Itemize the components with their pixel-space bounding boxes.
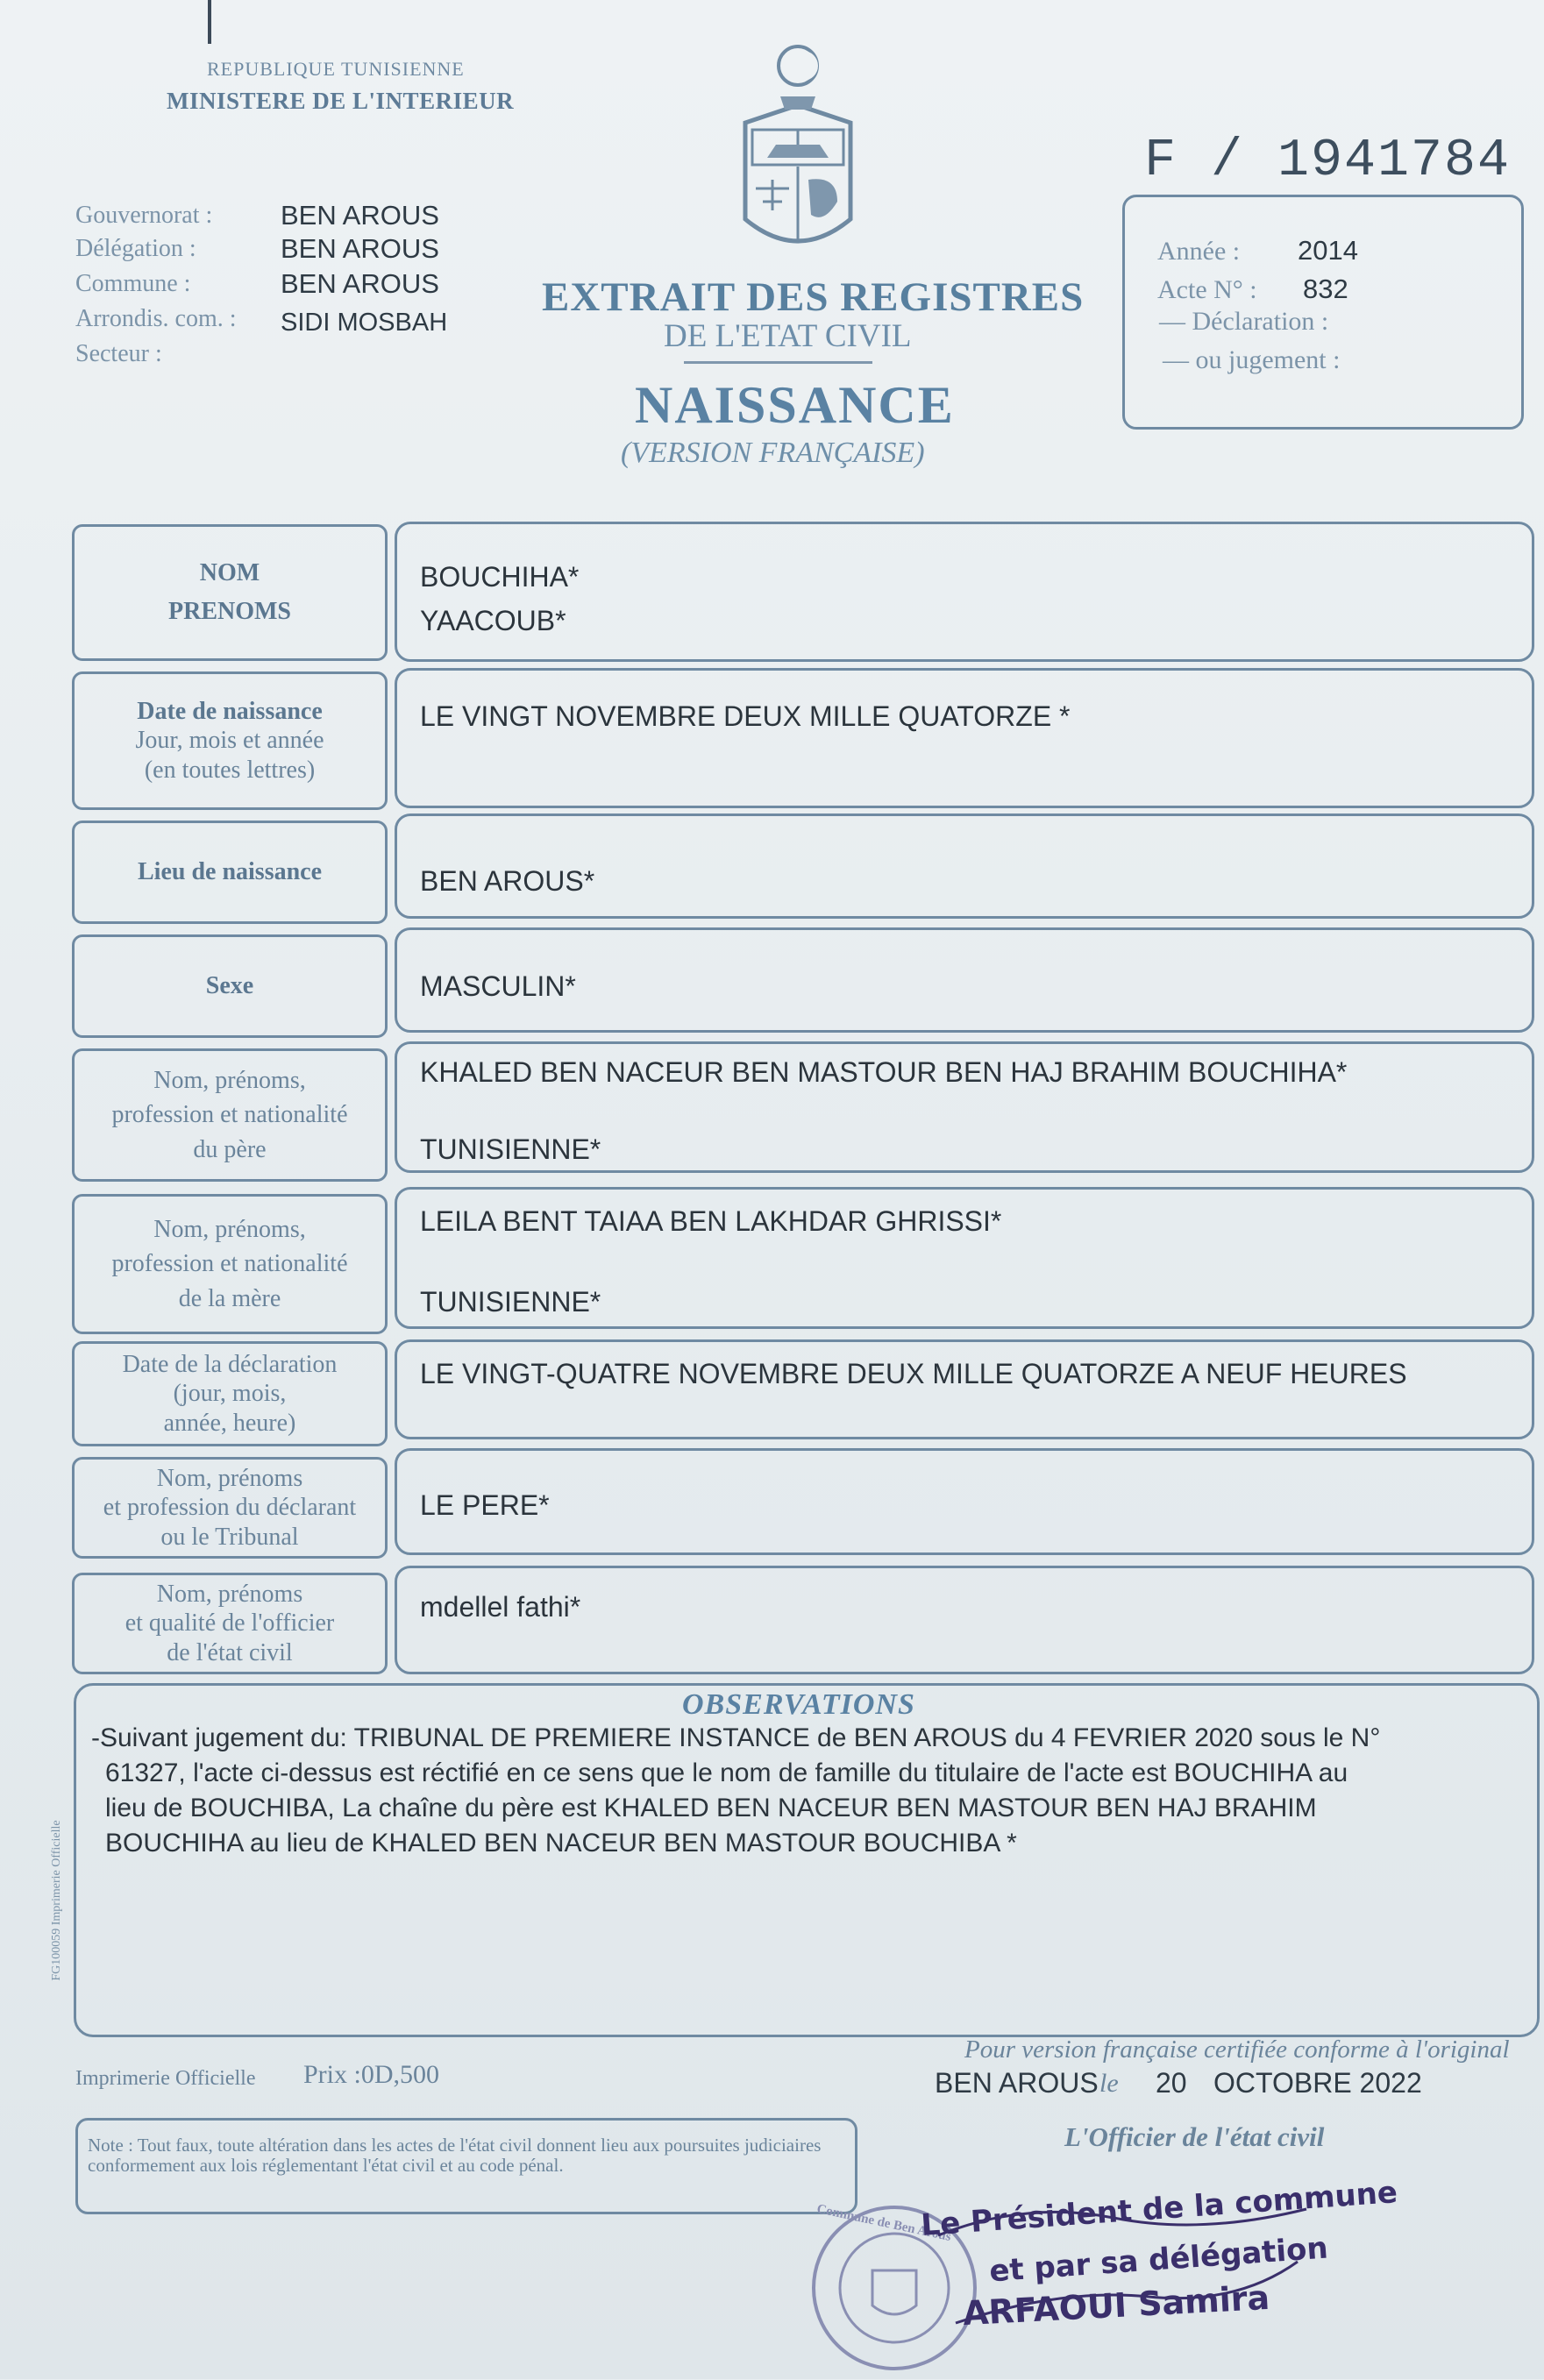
sexe-field xyxy=(395,927,1534,1033)
jugement-label: — ou jugement : xyxy=(1163,345,1341,374)
mere-label-line1: Nom, prénoms, xyxy=(153,1215,306,1243)
declaration-label: — Déclaration : xyxy=(1159,307,1329,336)
prix-label: Prix :0D,500 xyxy=(303,2060,440,2089)
gouvernorat-label: Gouvernorat : xyxy=(75,202,213,229)
legal-note-text: Note : Tout faux, toute altération dans les actes de l'état civil donnent lieu aux poursuites judiciaires conformement aux lois réglementant l'état civil et au code pénal. xyxy=(88,2135,822,2176)
commune-label: Commune : xyxy=(75,270,191,297)
title-underline xyxy=(684,361,872,364)
lieu-naissance-field xyxy=(395,813,1534,919)
signature-scribble-icon xyxy=(921,2183,1324,2341)
acte-number-label: Acte N° : xyxy=(1157,275,1257,304)
pere-nationality-value: TUNISIENNE* xyxy=(420,1133,601,1165)
arrondissement-label: Arrondis. com. : xyxy=(75,305,237,332)
date-naissance-label-line2: Jour, mois et année xyxy=(135,727,324,755)
nom-label: NOM xyxy=(199,559,260,587)
date-declaration-label-line1: Date de la déclaration xyxy=(122,1350,338,1378)
declarant-label-line2: et profession du déclarant xyxy=(103,1494,357,1522)
declarant-label-line1: Nom, prénoms xyxy=(156,1464,303,1492)
mere-name-value: LEILA BENT TAIAA BEN LAKHDAR GHRISSI* xyxy=(420,1205,1002,1237)
declarant-label-line3: ou le Tribunal xyxy=(160,1523,299,1551)
issue-month-year: OCTOBRE 2022 xyxy=(1213,2067,1422,2099)
mere-field xyxy=(395,1187,1534,1329)
nom-prenoms-label xyxy=(72,524,388,661)
date-naissance-label-line3: (en toutes lettres) xyxy=(144,756,316,784)
observations-line4: BOUCHIHA au lieu de KHALED BEN NACEUR BEN MASTOUR BOUCHIBA * xyxy=(105,1829,1017,1858)
acte-number-value: 832 xyxy=(1303,274,1348,304)
date-naissance-label-line1: Date de naissance xyxy=(137,697,323,725)
stamp-president-line: Le Président de la commune xyxy=(920,2175,1399,2243)
side-print-code: FG100059 Imprimerie Officielle xyxy=(50,1820,63,1981)
lieu-naissance-label-text: Lieu de naissance xyxy=(137,858,323,886)
officier-label-line3: de l'état civil xyxy=(167,1638,293,1666)
version-label: (VERSION FRANÇAISE) xyxy=(621,437,925,469)
gouvernorat-value: BEN AROUS xyxy=(281,200,439,231)
declarant-field xyxy=(395,1448,1534,1555)
seal-text: Commune de Ben Arous xyxy=(815,2201,953,2245)
nom-value: BOUCHIHA* xyxy=(420,561,580,593)
sexe-label-text: Sexe xyxy=(205,972,254,1000)
date-naissance-field xyxy=(395,668,1534,808)
fold-mark xyxy=(208,0,211,44)
date-naissance-label xyxy=(72,671,388,810)
date-declaration-field xyxy=(395,1339,1534,1439)
officier-signature-label: L'Officier de l'état civil xyxy=(1064,2121,1325,2152)
sexe-value: MASCULIN* xyxy=(420,970,576,1002)
prenoms-value: YAACOUB* xyxy=(420,605,566,636)
annee-value: 2014 xyxy=(1298,235,1358,266)
secteur-label: Secteur : xyxy=(75,340,162,367)
nom-prenoms-field xyxy=(395,522,1534,662)
delegation-label: Délégation : xyxy=(75,235,196,262)
mere-nationality-value: TUNISIENNE* xyxy=(420,1286,601,1318)
pere-label xyxy=(72,1048,388,1182)
arrondissement-value: SIDI MOSBAH xyxy=(281,309,448,337)
prenoms-label: PRENOMS xyxy=(168,598,291,625)
issue-day: 20 xyxy=(1156,2067,1187,2099)
declarant-label xyxy=(72,1457,388,1559)
republic-label: REPUBLIQUE TUNISIENNE xyxy=(207,58,465,80)
document-subtitle: DE L'ETAT CIVIL xyxy=(664,318,912,354)
observations-line3: lieu de BOUCHIBA, La chaîne du père est KHALED BEN NACEUR BEN MASTOUR BEN HAJ BRAHIM xyxy=(105,1794,1317,1822)
delegation-value: BEN AROUS xyxy=(281,233,439,264)
stamp-delegation-line: et par sa délégation xyxy=(988,2230,1329,2290)
serial-number: F / 1941784 xyxy=(1144,131,1512,191)
officier-field xyxy=(395,1566,1534,1674)
lieu-naissance-label xyxy=(72,821,388,924)
observations-line2: 61327, l'acte ci-dessus est réctifié en ce sens que le nom de famille du titulaire de l'acte est BOUCHIHA au xyxy=(105,1758,1348,1787)
observations-title: OBSERVATIONS xyxy=(682,1688,915,1721)
date-declaration-label-line2: (jour, mois, xyxy=(173,1380,287,1408)
date-declaration-label xyxy=(72,1341,388,1446)
sexe-label xyxy=(72,934,388,1038)
lieu-naissance-value: BEN AROUS* xyxy=(420,865,595,897)
declarant-value: LE PERE* xyxy=(420,1489,550,1521)
annee-label: Année : xyxy=(1157,237,1241,266)
stamp-name-line: ARFAOUI Samira xyxy=(962,2277,1271,2334)
pere-name-value: KHALED BEN NACEUR BEN MASTOUR BEN HAJ BRAHIM BOUCHIHA* xyxy=(420,1056,1348,1088)
mere-label-line2: profession et nationalité xyxy=(111,1250,348,1278)
date-naissance-value: LE VINGT NOVEMBRE DEUX MILLE QUATORZE * xyxy=(420,700,1071,732)
officier-value: mdellel fathi* xyxy=(420,1591,581,1623)
date-declaration-label-line3: année, heure) xyxy=(163,1409,296,1437)
officier-label-line2: et qualité de l'officier xyxy=(125,1609,335,1638)
date-declaration-value: LE VINGT-QUATRE NOVEMBRE DEUX MILLE QUATORZE A NEUF HEURES xyxy=(420,1358,1407,1389)
commune-value: BEN AROUS xyxy=(281,268,439,299)
officier-label-line1: Nom, prénoms xyxy=(156,1580,303,1608)
imprimerie-label: Imprimerie Officielle xyxy=(75,2067,256,2090)
document-title: EXTRAIT DES REGISTRES xyxy=(542,274,1085,320)
naissance-title: NAISSANCE xyxy=(635,376,955,434)
pere-label-line3: du père xyxy=(193,1135,267,1163)
ministry-label: MINISTERE DE L'INTERIEUR xyxy=(167,88,515,114)
pere-field xyxy=(395,1041,1534,1173)
officier-label xyxy=(72,1573,388,1674)
issue-le: le xyxy=(1099,2069,1119,2098)
certification-text: Pour version française certifiée conforme à l'original xyxy=(964,2035,1510,2064)
tunisia-coat-of-arms-icon xyxy=(728,35,868,263)
pere-label-line2: profession et nationalité xyxy=(111,1101,348,1129)
mere-label-line3: de la mère xyxy=(178,1284,281,1312)
mere-label xyxy=(72,1194,388,1334)
observations-line1: -Suivant jugement du: TRIBUNAL DE PREMIERE INSTANCE de BEN AROUS du 4 FEVRIER 2020 sous le N° xyxy=(91,1723,1381,1752)
issue-place: BEN AROUS xyxy=(935,2067,1099,2099)
pere-label-line1: Nom, prénoms, xyxy=(153,1066,306,1094)
